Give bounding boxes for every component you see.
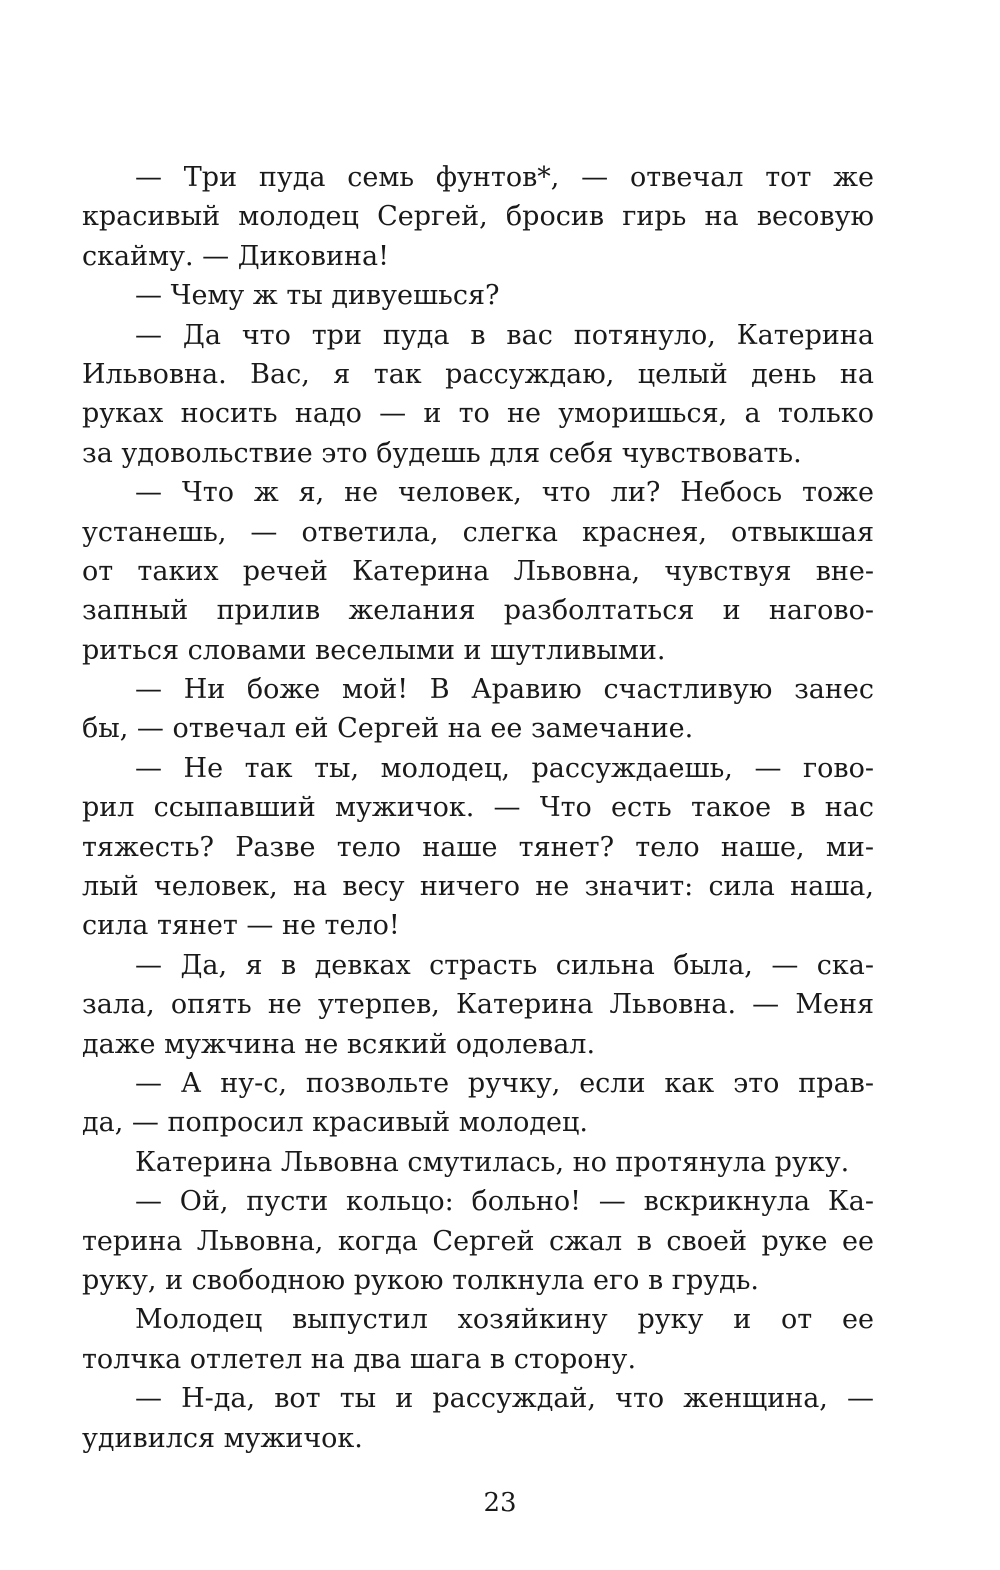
text-line: — Не так ты, молодец, рассуждаешь, — гово- — [135, 752, 874, 784]
text-line: удивился мужичок. — [82, 1422, 363, 1454]
page-number: 23 — [483, 1488, 517, 1518]
text-line: — Да, я в девках страсть сильна была, — ска- — [135, 949, 874, 981]
text-line: сила тянет — не тело! — [82, 910, 400, 942]
text-line: красивый молодец Сергей, бросив гирь на весовую — [82, 201, 874, 233]
text-line: Молодец выпустил хозяйкину руку и от ее — [135, 1304, 874, 1336]
text-line: за удовольствие это будешь для себя чувствовать. — [82, 437, 802, 469]
text-line: руку, и свободною рукою толкнула его в грудь. — [82, 1264, 760, 1296]
text-line: Ильвовна. Вас, я так рассуждаю, целый день на — [82, 358, 874, 390]
text-line: — Ни боже мой! В Аравию счастливую занес — [135, 674, 874, 706]
text-line: устанешь, — ответила, слегка краснея, отвыкшая — [82, 516, 874, 548]
text-line: — Что ж я, не человек, что ли? Небось тоже — [135, 477, 874, 509]
text-line: толчка отлетел на два шага в сторону. — [82, 1343, 637, 1375]
text-line: запный прилив желания разболтаться и нагово- — [82, 595, 874, 627]
text-line: — Ой, пусти кольцо: больно! — вскрикнула Ка- — [135, 1186, 874, 1218]
text-line: рил ссыпавший мужичок. — Что есть такое в нас — [82, 792, 874, 824]
text-line: да, — попросил красивый молодец. — [82, 1107, 588, 1139]
page-text — [82, 158, 874, 1458]
text-line: скайму. — Диковина! — [82, 240, 389, 272]
text-line: — Н-да, вот ты и рассуждай, что женщина, — — [135, 1383, 874, 1415]
text-line: — Да что три пуда в вас потянуло, Катерина — [135, 319, 874, 351]
text-line: риться словами веселыми и шутливыми. — [82, 634, 666, 666]
text-line: даже мужчина не всякий одолевал. — [82, 1028, 596, 1060]
text-line: — Три пуда семь фунтов*, — отвечал тот же — [135, 162, 874, 193]
text-line: от таких речей Катерина Львовна, чувствуя вне- — [82, 555, 874, 587]
text-line: бы, — отвечал ей Сергей на ее замечание. — [82, 713, 694, 745]
text-line: зала, опять не утерпев, Катерина Львовна. — Меня — [82, 989, 874, 1021]
text-line: — Чему ж ты дивуешься? — [135, 280, 500, 312]
text-line: тяжесть? Разве тело наше тянет? тело наше, ми- — [82, 831, 874, 863]
text-line: — А ну-с, позвольте ручку, если как это прав- — [135, 1067, 874, 1099]
text-line: Катерина Львовна смутилась, но протянула руку. — [135, 1146, 850, 1178]
text-line: терина Львовна, когда Сергей сжал в своей руке ее — [82, 1225, 874, 1257]
text-line: руках носить надо — и то не уморишься, а только — [82, 398, 874, 430]
text-line: лый человек, на весу ничего не значит: сила наша, — [82, 871, 874, 903]
